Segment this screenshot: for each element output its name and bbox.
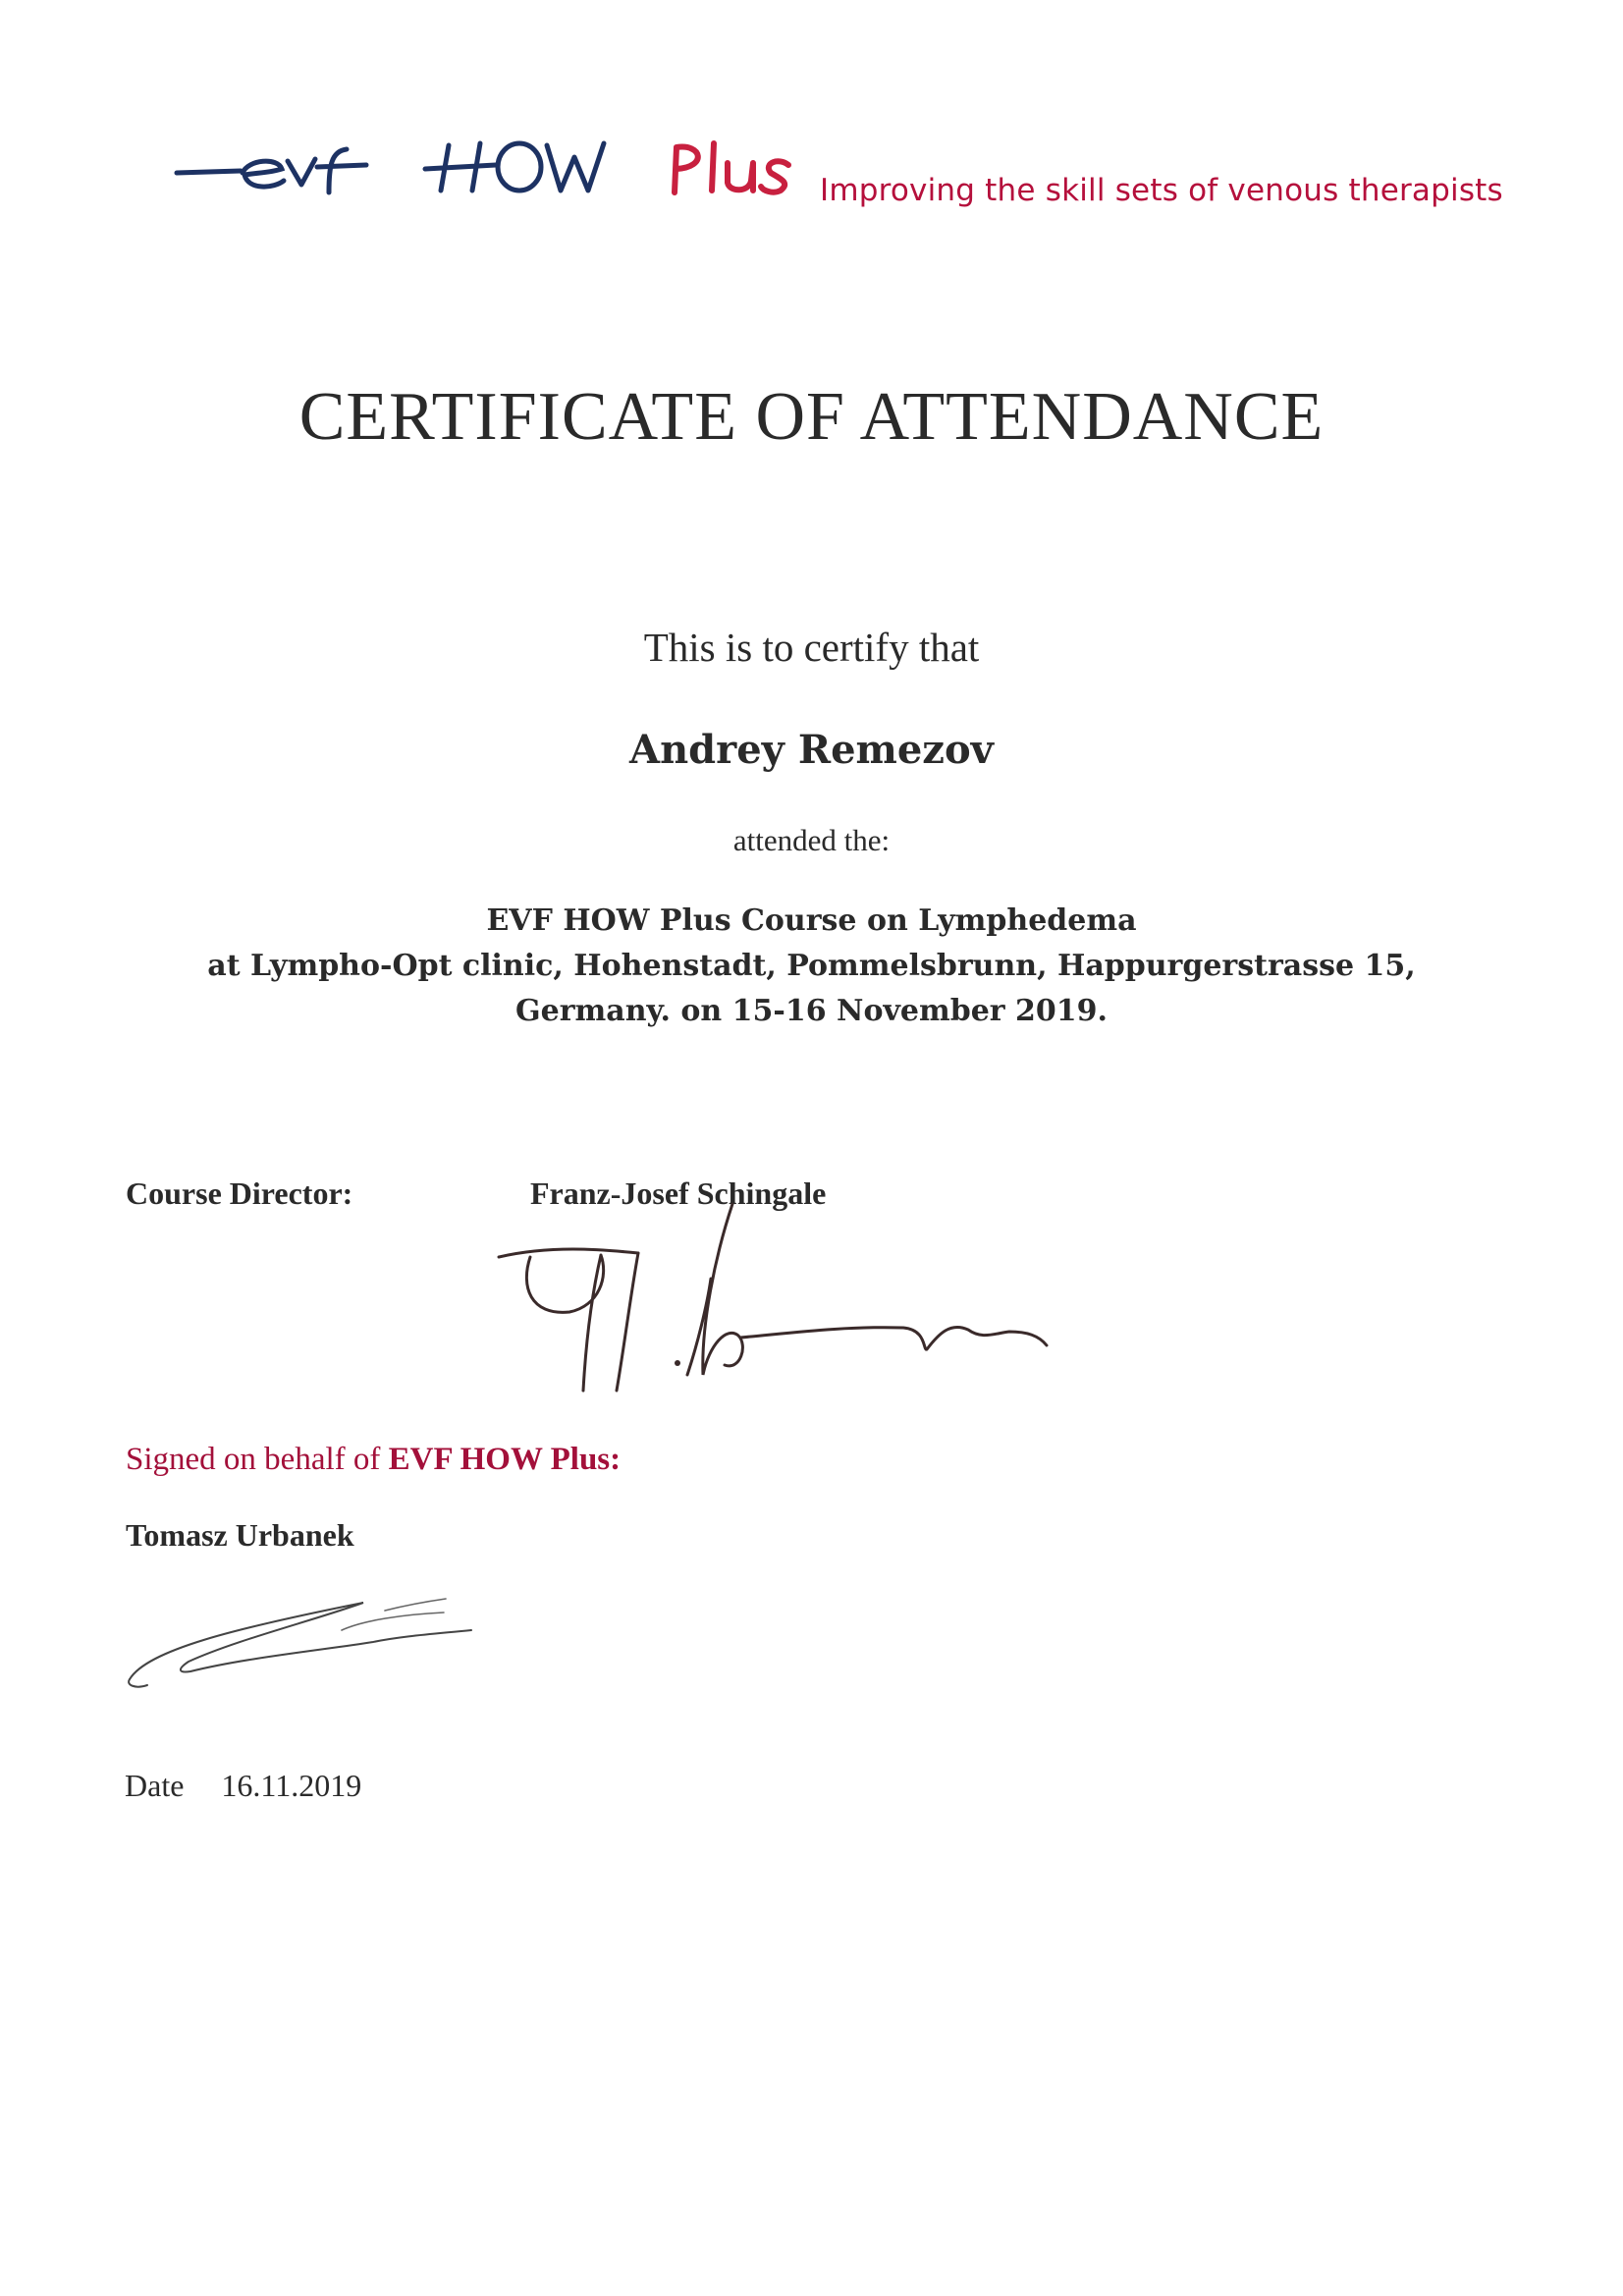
- behalf-org: EVF HOW Plus:: [388, 1442, 622, 1477]
- attendee-name: Andrey Remezov: [629, 727, 994, 773]
- date-value: 16.11.2019: [221, 1768, 362, 1803]
- course-line-date: Germany. on 15-16 November 2019.: [515, 994, 1108, 1028]
- date-row: [125, 1768, 361, 1804]
- header: [172, 137, 1546, 236]
- signer-signature: [118, 1581, 491, 1699]
- course-director-label: Course Director:: [126, 1175, 353, 1211]
- signed-on-behalf: [126, 1442, 621, 1478]
- course-director-name: Franz-Josef Schingale: [530, 1175, 827, 1211]
- attended-text: attended the:: [732, 823, 891, 857]
- date-label: Date: [125, 1768, 185, 1803]
- director-signature: [491, 1198, 1139, 1414]
- certify-text: This is to certify that: [643, 625, 980, 670]
- behalf-prefix: Signed on behalf of: [126, 1442, 389, 1477]
- evf-how-plus-logo: [172, 137, 820, 216]
- signer-name: Tomasz Urbanek: [126, 1517, 354, 1553]
- certificate-title: CERTIFICATE OF ATTENDANCE: [298, 379, 1325, 455]
- course-line-title: EVF HOW Plus Course on Lymphedema: [486, 903, 1137, 938]
- course-line-location: at Lympho-Opt clinic, Hohenstadt, Pommelsbrunn, Happurgerstrasse 15,: [207, 949, 1416, 983]
- course-description: [0, 899, 1623, 1034]
- tagline: Improving the skill sets of venous therapists: [820, 173, 1503, 208]
